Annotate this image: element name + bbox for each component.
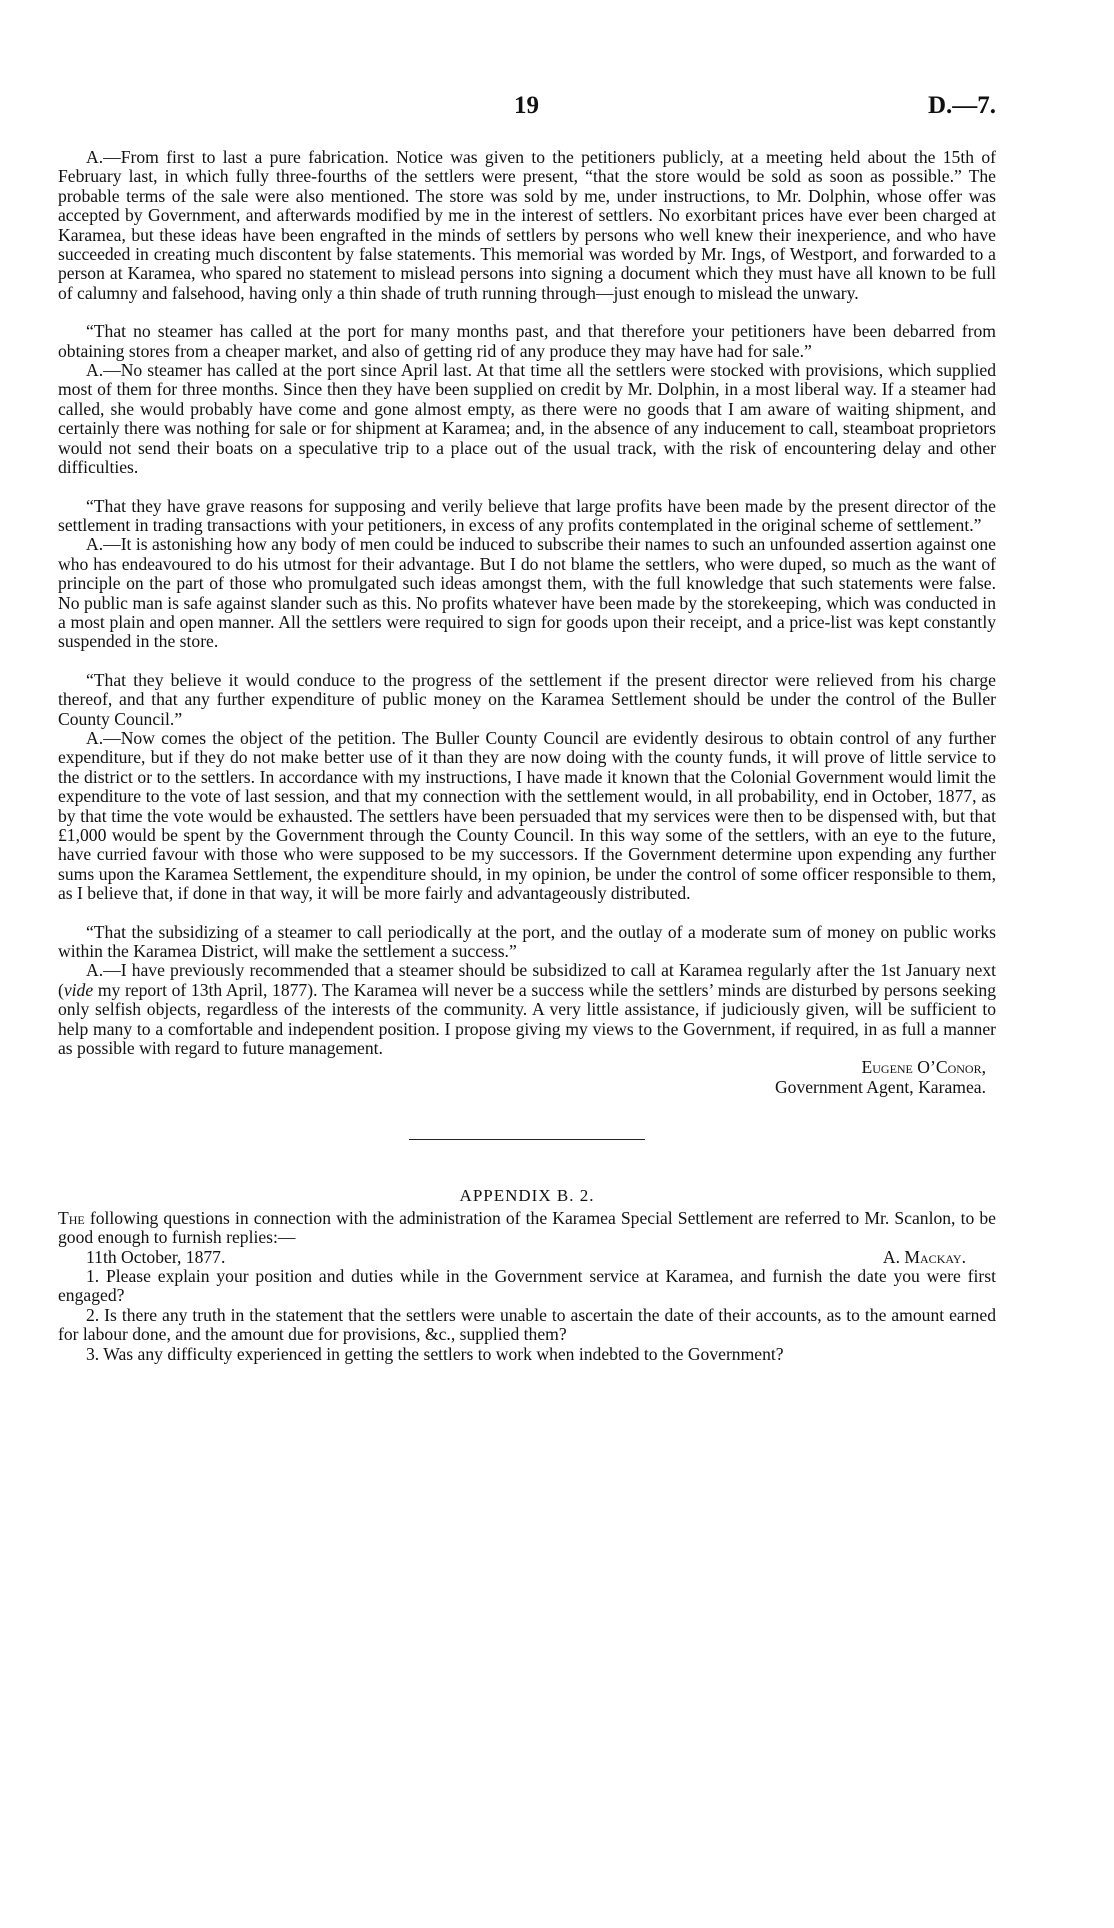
document-page bbox=[58, 92, 996, 1364]
page-number: 19 bbox=[514, 92, 539, 119]
appendix-title: APPENDIX B. 2. bbox=[459, 1186, 595, 1206]
signature-title: Government Agent, Karamea. bbox=[774, 1076, 986, 1097]
question-3: 3. Was any difficulty experienced in getting the settlers to work when indebted to the Government? bbox=[86, 1343, 784, 1364]
question-2: 2. Is there any truth in the statement that the settlers were unable to ascertain the date of their accounts, as to the amount earned for labour done, and the amount due for provisions, &c., supplied them? bbox=[58, 1304, 996, 1345]
appendix-date: 11th October, 1877. bbox=[86, 1246, 226, 1267]
answer-5-text-a: A.—I have previously recommended that a steamer should be subsidized to call at Karamea regularly after the 1st January next ( bbox=[58, 960, 996, 1000]
petition-quote-2: “That no steamer has called at the port for many months past, and that therefore your petitioners have been debarred from obtaining stores from a cheaper market, and also of getting rid of any produce they may have had for sale.” bbox=[58, 321, 996, 361]
answer-paragraph-5 bbox=[58, 961, 996, 1058]
petition-quote-4: “That they believe it would conduce to the progress of the settlement if the present director were relieved from his charge thereof, and that any further expenditure of public money on the Karamea Settlement should be under the control of the Buller County Council.” bbox=[58, 669, 996, 729]
appendix-signer: A. Mackay. bbox=[882, 1246, 966, 1267]
signature-name: Eugene O’Conor, bbox=[861, 1057, 986, 1078]
answer-paragraph-4: A.—Now comes the object of the petition. The Buller County Council are evidently desirous to obtain control of any further expenditure, but if they do not make better use of it than they are now doing with the county funds, it will prove of little service to the district or to the settlers. In accordance with my instructions, I have made it known that the Colonial Government would limit the expenditure to the vote of last session, and that my connection with the settlement would, in all probability, end in October, 1877, as by that time the vote would be exhausted. The settlers have been persuaded that my services were then to be dispensed with, but that £1,000 would be spent by the Government through the County Council. In this way some of the settlers, with an eye to the future, have curried favour with those who were supposed to be my successors. If the Government determine upon expending any further sums upon the Karamea Settlement, the expenditure should, in my opinion, be under the control of some officer responsible to them, as I believe that, if done in that way, it will be more fairly and advantageously distributed. bbox=[58, 727, 996, 904]
petition-quote-3: “That they have grave reasons for supposing and verily believe that large profits have been made by the present director of the settlement in trading transactions with your petitioners, in excess of any profits contemplated in the original scheme of settlement.” bbox=[58, 495, 996, 535]
question-1: 1. Please explain your position and duties while in the Government service at Karamea, and furnish the date you were first engaged? bbox=[58, 1265, 996, 1306]
appendix-intro bbox=[58, 1209, 996, 1248]
petition-quote-5: “That the subsidizing of a steamer to call periodically at the port, and the outlay of a moderate sum of money on public works within the Karamea District, will make the settlement a success.” bbox=[58, 921, 996, 962]
answer-5-vide: vide bbox=[63, 979, 94, 1000]
appendix-dateline bbox=[58, 1248, 996, 1267]
answer-paragraph-2: A.—No steamer has called at the port since April last. At that time all the settlers were stocked with provisions, which supplied most of them for three months. Since then they have been supplied on credit by Mr. Dolphin, in a most liberal way. If a steamer had called, she would probably have come and gone almost empty, as there were no goods that I am aware of waiting shipment, and certainly there was nothing for sale or for shipment at Karamea; and, in the absence of any inducement to call, steamboat proprietors would not send their boats on a speculative trip to a place out of the usual track, with the risk of encountering delay and other difficulties. bbox=[58, 360, 996, 478]
answer-paragraph-3: A.—It is astonishing how any body of men could be induced to subscribe their names to such an unfounded assertion against one who has endeavoured to do his utmost for their advantage. But I do not blame the settlers, who were duped, so much as the want of principle on the part of those who promulgated such ideas amongst them, with the full knowledge that such statements were false. No public man is safe against slander such as this. No profits whatever have been made by the storekeeping, which was conducted in a most plain and open manner. All the settlers were required to sign for goods upon their receipt, and a price-list was kept constantly suspended in the store. bbox=[58, 534, 996, 652]
answer-5-text-b: my report of 13th April, 1877). The Karamea will never be a success while the settlers’ minds are disturbed by persons seeking only selfish objects, regardless of the interests of the community. A very little assistance, if judiciously given, will be sufficient to help many to a comfortable and independent position. I propose giving my views to the Government, if required, in as full a manner as possible with regard to future management. bbox=[58, 979, 996, 1059]
document-reference: D.—7. bbox=[927, 92, 996, 119]
appendix-intro-first-word: The bbox=[58, 1207, 85, 1228]
appendix-intro-text: following questions in connection with the administration of the Karamea Special Settlement are referred to Mr. Scanlon, to be good enough to furnish replies:— bbox=[58, 1207, 996, 1248]
page-header bbox=[58, 92, 996, 130]
section-divider bbox=[409, 1139, 645, 1140]
answer-paragraph-1: A.—From first to last a pure fabrication. Notice was given to the petitioners publicly, at a meeting held about the 15th of February last, in which fully three-fourths of the settlers were present, “that the store would be sold as soon as possible.” The probable terms of the sale were also mentioned. The store was sold by me, under instructions, to Mr. Dolphin, whose offer was accepted by Government, and afterwards modified by me in the interest of settlers. No exorbitant prices have ever been charged at Karamea, but these ideas have been engrafted in the minds of settlers by persons who well knew their inexperience, and who have succeeded in creating much discontent by false statements. This memorial was worded by Mr. Ings, of Westport, and forwarded to a person at Karamea, who spared no statement to mislead persons into signing a document which they must have all known to be full of calumny and falsehood, having only a thin shade of truth running through—just enough to mislead the unwary. bbox=[58, 147, 996, 303]
